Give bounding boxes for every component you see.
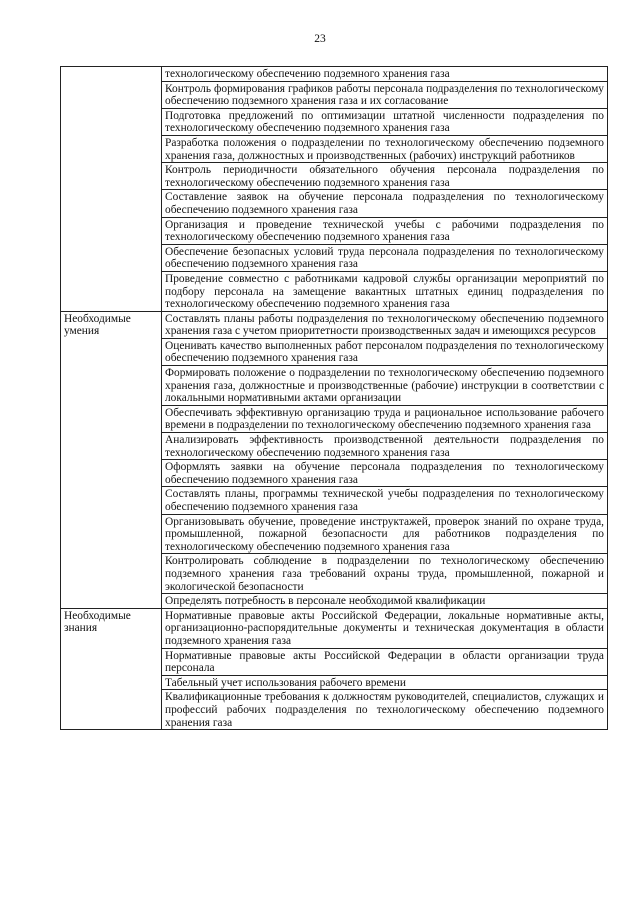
section-label-cell: Необходимые умения xyxy=(61,311,162,608)
requirement-item-cell: технологическому обеспечению подземного хранения газа xyxy=(162,67,608,82)
requirement-item-cell: Формировать положение о подразделении по технологическому обеспечению подземного хранения газа, должностные и производственные (рабочие) инструкции в соответствии с локальными нормативными актами организации xyxy=(162,366,608,406)
requirement-item-cell: Нормативные правовые акты Российской Федерации, локальные нормативные акты, организационно-распорядительные документы и техническая документация в области подземного хранения газа xyxy=(162,608,608,648)
requirement-item-cell: Составление заявок на обучение персонала подразделения по технологическому обеспечению подземного хранения газа xyxy=(162,190,608,217)
specification-table xyxy=(60,66,608,730)
requirement-item-cell: Оформлять заявки на обучение персонала подразделения по технологическому обеспечению подземного хранения газа xyxy=(162,460,608,487)
table-row xyxy=(61,608,608,648)
section-label-cell xyxy=(61,67,162,312)
requirement-item-cell: Составлять планы работы подразделения по технологическому обеспечению подземного хранения газа с учетом приоритетности производственных задач и имеющихся ресурсов xyxy=(162,311,608,338)
requirement-item-cell: Составлять планы, программы технической учебы подразделения по технологическому обеспечению подземного хранения газа xyxy=(162,487,608,514)
table-row xyxy=(61,67,608,82)
requirement-item-cell: Обеспечение безопасных условий труда персонала подразделения по технологическому обеспечению подземного хранения газа xyxy=(162,244,608,271)
page-number: 23 xyxy=(314,33,326,45)
specification-table-body xyxy=(61,67,608,730)
requirement-item-cell: Табельный учет использования рабочего времени xyxy=(162,675,608,690)
requirement-item-cell: Квалификационные требования к должностям руководителей, специалистов, служащих и профессий рабочих подразделения по технологическому обеспечению подземного хранения газа xyxy=(162,690,608,730)
requirement-item-cell: Определять потребность в персонале необходимой квалификации xyxy=(162,594,608,609)
requirement-item-cell: Контролировать соблюдение в подразделении по технологическому обеспечению подземного хранения газа требований охраны труда, промышленной, пожарной и экологической безопасности xyxy=(162,554,608,594)
requirement-item-cell: Организация и проведение технической учебы с рабочими подразделения по технологическому обеспечению подземного хранения газа xyxy=(162,217,608,244)
requirement-item-cell: Контроль формирования графиков работы персонала подразделения по технологическому обеспечению подземного хранения газа и их согласование xyxy=(162,81,608,108)
requirement-item-cell: Контроль периодичности обязательного обучения персонала подразделения по технологическому обеспечению подземного хранения газа xyxy=(162,163,608,190)
requirement-item-cell: Разработка положения о подразделении по технологическому обеспечению подземного хранения газа, должностных и производственных (рабочих) инструкций работников xyxy=(162,135,608,162)
requirement-item-cell: Обеспечивать эффективную организацию труда и рациональное использование рабочего времени в подразделении по технологическому обеспечению подземного хранения газа xyxy=(162,405,608,432)
requirement-item-cell: Анализировать эффективность производственной деятельности подразделения по технологическому обеспечению подземного хранения газа xyxy=(162,433,608,460)
requirement-item-cell: Организовывать обучение, проведение инструктажей, проверок знаний по охране труда, промышленной, пожарной безопасности для работников подразделения по технологическому обеспечению подземного хранения газа xyxy=(162,514,608,554)
requirement-item-cell: Проведение совместно с работниками кадровой службы организации мероприятий по подбору персонала на замещение вакантных штатных единиц подразделения по технологическому обеспечению подземного хранения газа xyxy=(162,271,608,311)
table-row xyxy=(61,311,608,338)
requirement-item-cell: Нормативные правовые акты Российской Федерации в области организации труда персонала xyxy=(162,648,608,675)
requirement-item-cell: Подготовка предложений по оптимизации штатной численности подразделения по технологическому обеспечению подземного хранения газа xyxy=(162,108,608,135)
section-label-cell: Необходимые знания xyxy=(61,608,162,729)
requirement-item-cell: Оценивать качество выполненных работ персоналом подразделения по технологическому обеспечению подземного хранения газа xyxy=(162,338,608,365)
